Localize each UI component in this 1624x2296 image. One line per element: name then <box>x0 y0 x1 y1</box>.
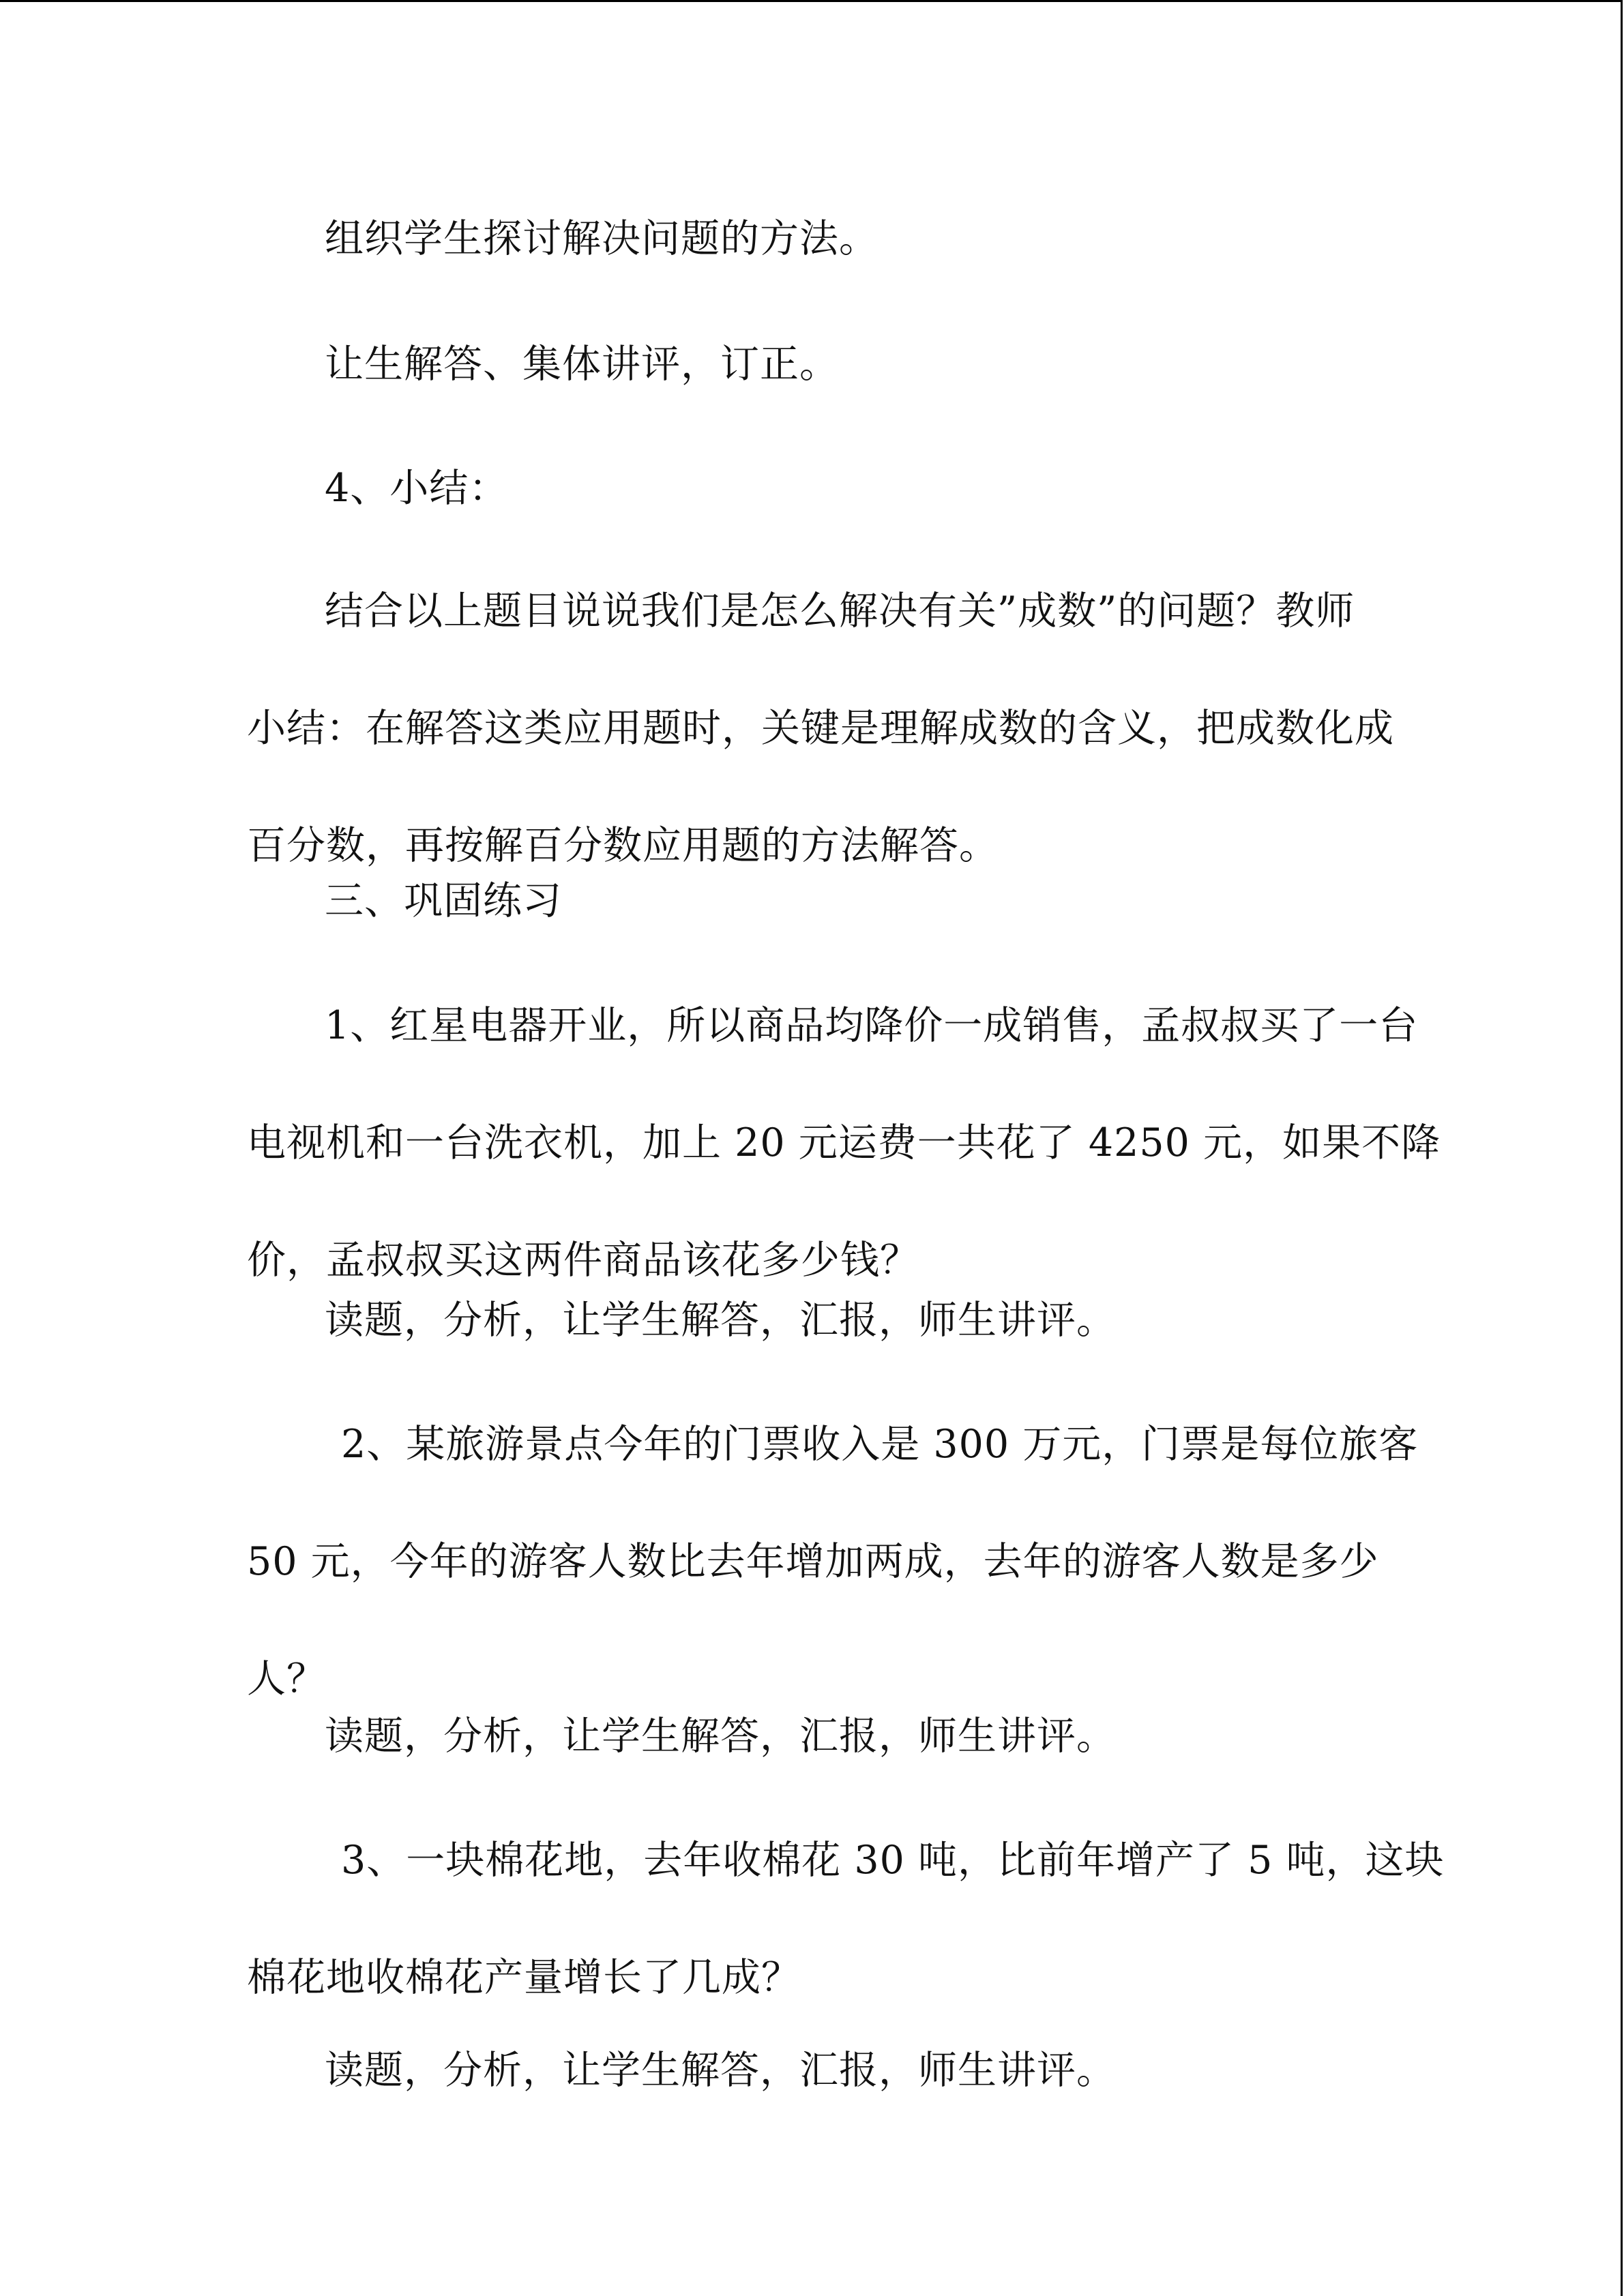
text-line: 小结：在解答这类应用题时，关键是理解成数的含义，把成数化成 <box>247 706 1394 751</box>
text-line: 读题，分析，让学生解答，汇报，师生讲评。 <box>325 2048 1116 2093</box>
exercise-2-procedure <box>247 1678 1379 1795</box>
text-line: 4、小结： <box>325 466 509 511</box>
text-line: 百分数，再按解百分数应用题的方法解答。 <box>247 823 999 868</box>
exercise-1-procedure <box>247 1262 1379 1379</box>
text-line: 读题，分析，让学生解答，汇报，师生讲评。 <box>325 1714 1116 1759</box>
text-line: 三、巩固练习 <box>325 878 562 923</box>
text-line: 读题，分析，让学生解答，汇报，师生讲评。 <box>325 1298 1116 1343</box>
text-line: 3、一块棉花地，去年收棉花 30 吨，比前年增产了 5 吨，这块 <box>341 1838 1445 1883</box>
text-line: 2、某旅游景点今年的门票收入是 300 万元，门票是每位旅客 <box>341 1422 1419 1467</box>
text-line: 50 元，今年的游客人数比去年增加两成，去年的游客人数是多少 <box>247 1539 1379 1584</box>
text-line: 电视机和一台洗衣机，加上 20 元运费一共花了 4250 元，如果不降 <box>247 1120 1441 1165</box>
text-line: 棉花地收棉花产量增长了几成？ <box>247 1955 801 2000</box>
section-heading-summary <box>247 430 1379 547</box>
paragraph-answer-review <box>247 305 1379 423</box>
text-line: 人？ <box>247 1656 326 1701</box>
text-line: 价，孟叔叔买这两件商品该花多少钱？ <box>247 1238 919 1283</box>
paragraph-discuss-method <box>247 180 1379 297</box>
text-line: 结合以上题目说说我们是怎么解决有关”成数”的问题？教师 <box>325 588 1355 633</box>
exercise-3 <box>247 1802 1445 2036</box>
text-line: 1、红星电器开业，所以商品均降价一成销售，孟叔叔买了一台 <box>325 1003 1419 1048</box>
text-line: 让生解答、集体讲评，订正。 <box>325 342 839 387</box>
text-line: 组织学生探讨解决问题的方法。 <box>325 216 879 261</box>
section-heading-practice <box>247 842 1379 959</box>
exercise-3-procedure <box>247 2012 1379 2129</box>
